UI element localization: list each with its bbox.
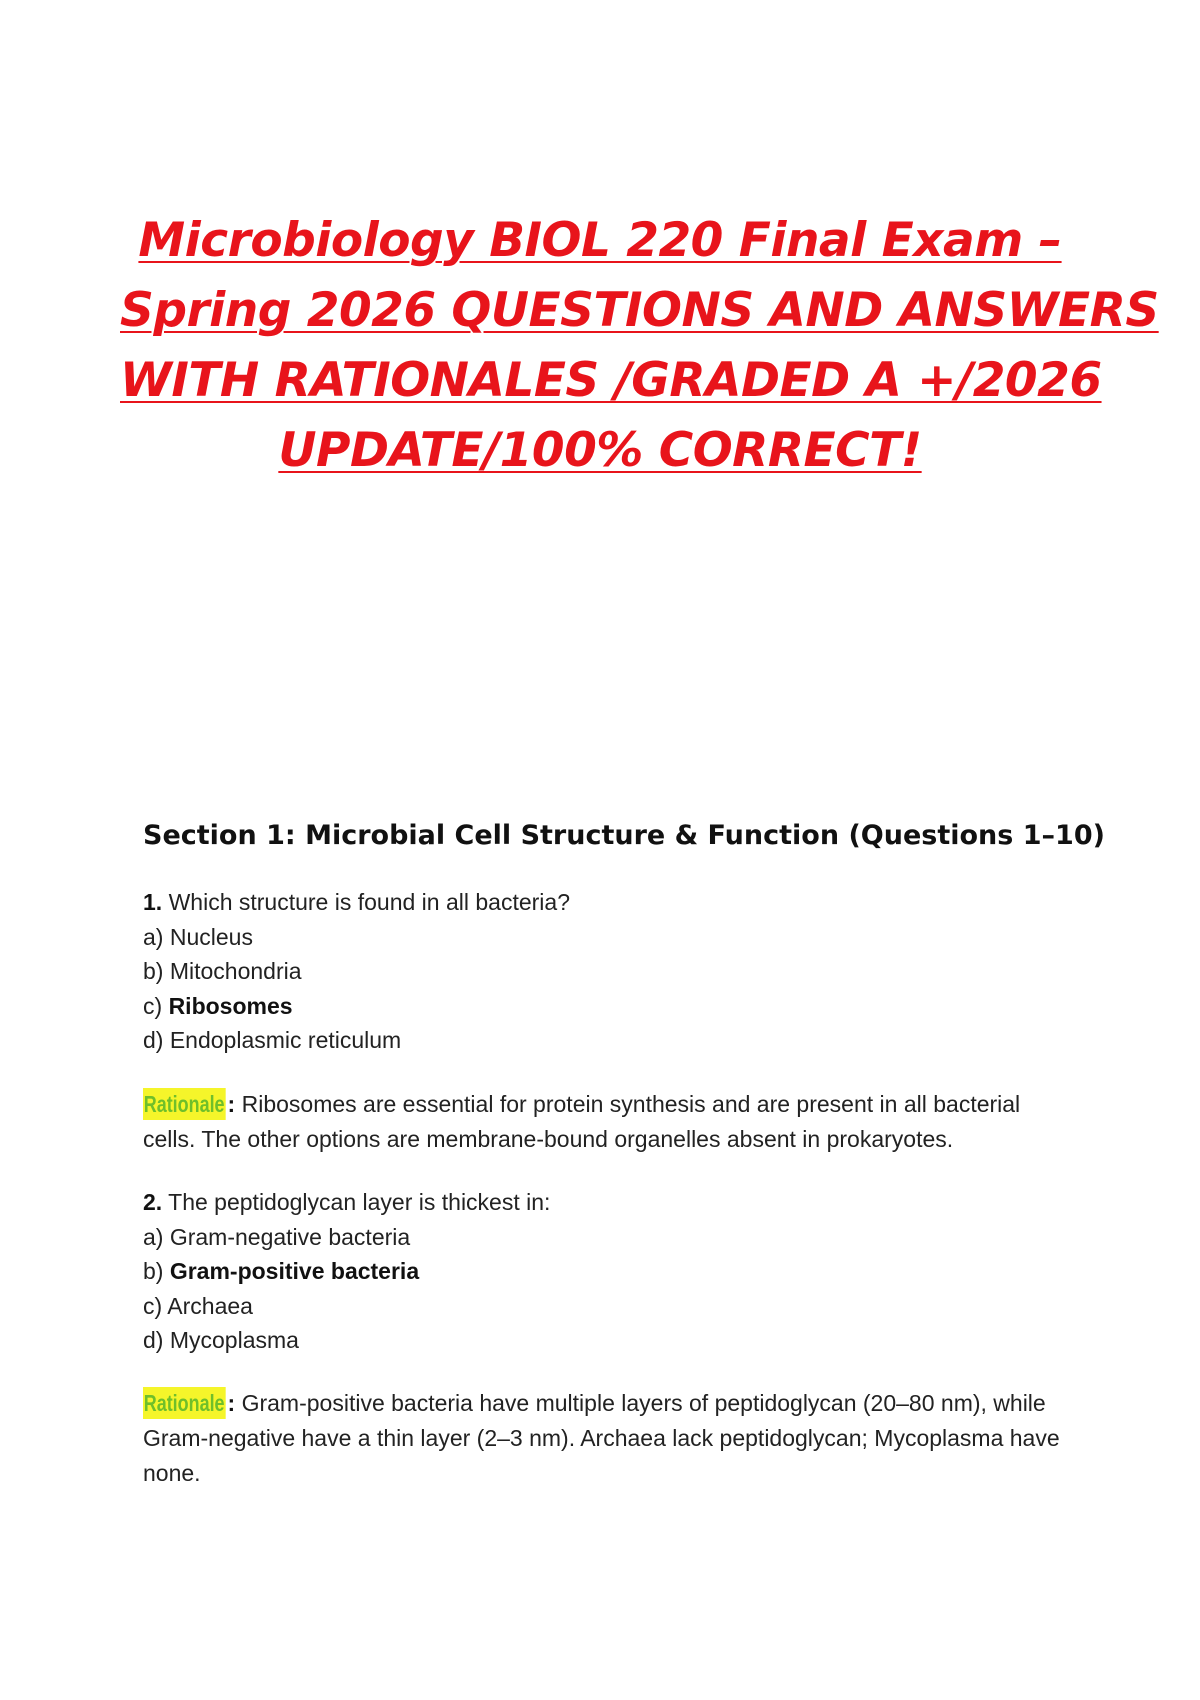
question-number: 2. [143,1189,163,1215]
rationale-text: Gram-positive bacteria have multiple layers of peptidoglycan (20–80 nm), while Gram-negative have a thin layer (2–3 nm). Archaea lack peptidoglycan; Mycoplasma have none. [143,1390,1060,1486]
rationale-text: Ribosomes are essential for protein synthesis and are present in all bacterial cells. The other options are membrane-bound organelles absent in prokaryotes. [143,1091,1021,1152]
title-line: Spring 2026 QUESTIONS AND ANSWERS [120,283,1159,338]
question-1 [143,885,1073,1058]
correct-answer: Gram-positive bacteria [169,1258,420,1284]
title-line: WITH RATIONALES /GRADED A +/2026 [120,353,1102,408]
rationale-label: Rationale [143,1088,225,1120]
document-title [120,206,1159,486]
question-text: Which structure is found in all bacteria? [162,889,570,915]
question-stem [143,1185,1073,1220]
question-stem [143,885,1073,920]
rationale-1: Rationale : Ribosomes are essential for protein synthesis and are present in all bacterial cells. The other options are membrane-bound organelles absent in prokaryotes. [143,1087,1073,1157]
title-line: Microbiology BIOL 220 Final Exam – [138,213,1062,268]
question-2 [143,1185,1073,1358]
option-a: a) Nucleus [143,923,253,950]
option-c-correct: c) Ribosomes [143,992,293,1019]
question-number: 1. [143,889,163,915]
section-heading: Section 1: Microbial Cell Structure & Function (Questions 1–10) [143,820,1105,851]
title-line: UPDATE/100% CORRECT! [278,423,922,478]
option-d: d) Mycoplasma [143,1327,299,1353]
question-text: The peptidoglycan layer is thickest in: [162,1189,551,1215]
option-a: a) Gram-negative bacteria [143,1223,411,1250]
option-d: d) Endoplasmic reticulum [143,1027,402,1053]
rationale-2: Rationale : Gram-positive bacteria have multiple layers of peptidoglycan (20–80 nm), while Gram-negative have a thin layer (2–3 nm). Archaea lack peptidoglycan; Mycoplasma have none. [143,1386,1073,1491]
correct-answer: Ribosomes [168,992,293,1019]
rationale-label: Rationale [143,1387,225,1419]
option-b: b) Mitochondria [143,958,302,984]
option-b-correct: b) Gram-positive bacteria [143,1258,420,1284]
option-c: c) Archaea [143,1292,253,1319]
